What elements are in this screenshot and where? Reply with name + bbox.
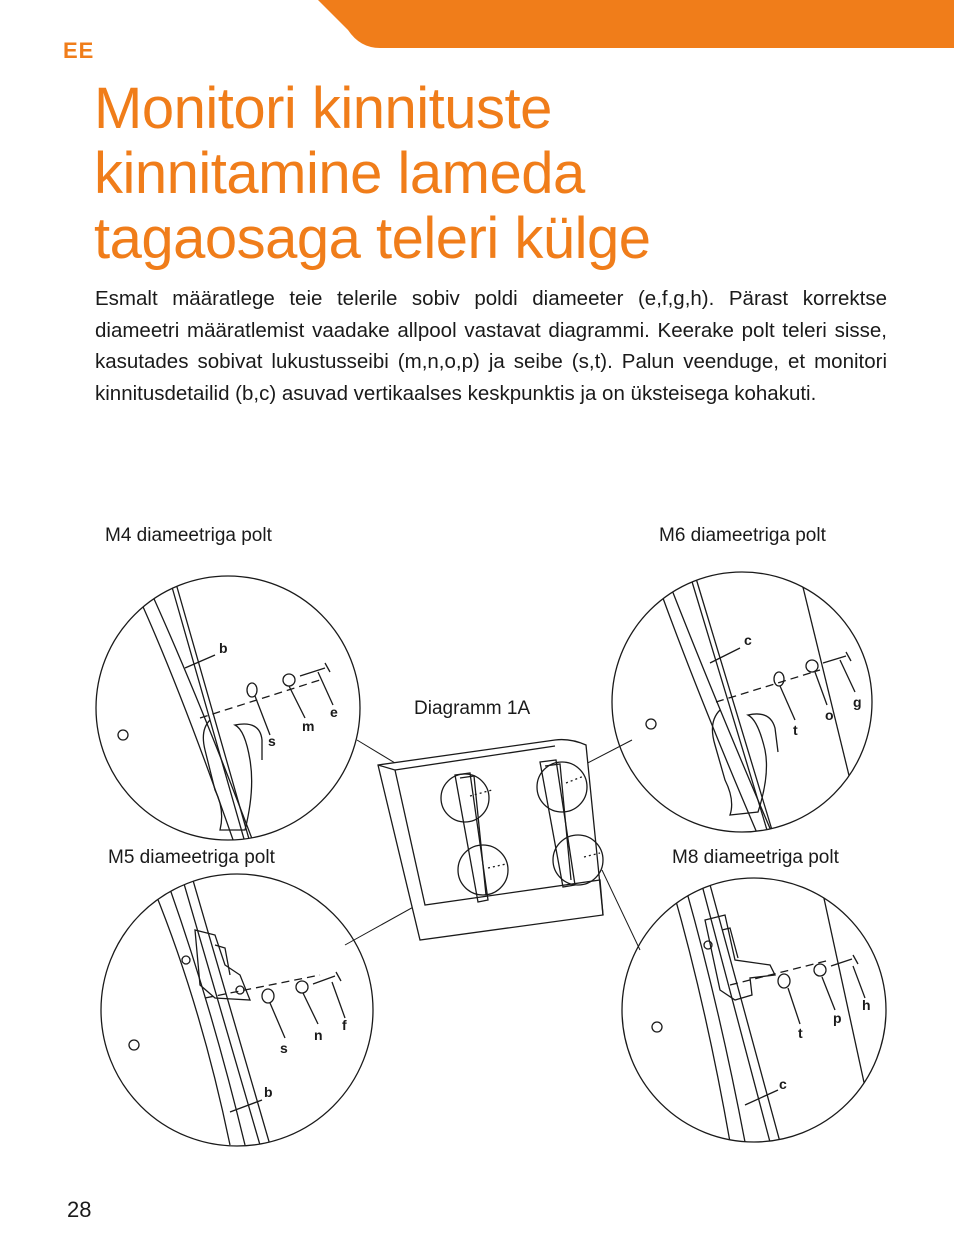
m8-detail xyxy=(622,870,886,1142)
m5-part-lock-washer: n xyxy=(314,1027,323,1043)
m8-part-bracket: c xyxy=(779,1076,787,1092)
m5-part-bracket: b xyxy=(264,1084,273,1100)
m4-label: M4 diameetriga polt xyxy=(105,525,272,546)
m4-part-bracket: b xyxy=(219,640,228,656)
m4-part-lock-washer: m xyxy=(302,718,315,734)
m4-part-bolt: e xyxy=(330,704,338,720)
m5-detail xyxy=(101,870,373,1146)
m6-label: M6 diameetriga polt xyxy=(659,525,826,546)
m8-part-bolt: h xyxy=(862,997,871,1013)
m5-label: M5 diameetriga polt xyxy=(108,847,275,868)
m6-part-bracket: c xyxy=(744,632,752,648)
page-number: 28 xyxy=(67,1197,92,1222)
m6-detail xyxy=(612,572,872,840)
m8-label: M8 diameetriga polt xyxy=(672,847,839,868)
diagram-center-label: Diagramm 1A xyxy=(414,698,531,719)
intro-paragraph: Esmalt määratlege teie telerile sobiv poldi diameeter (e,f,g,h). Pärast korrektse diameetri määratlemist vaadake allpool vastavat diagrammi. Keerake polt teleri sisse, kasutades sobivat lukustusseibi (m,n,o,p) ja seibe (s,t). Palun veenduge, et monitori kinnitusdetailid (b,c) asuvad vertikaalses keskpunktis ja on üksteisega kohakuti. xyxy=(95,287,887,405)
m6-part-lock-washer: o xyxy=(825,707,834,723)
language-code: EE xyxy=(63,38,95,63)
m6-part-bolt: g xyxy=(853,694,862,710)
title-line-1: Monitori kinnituste xyxy=(94,76,552,141)
m6-part-washer: t xyxy=(793,722,798,738)
m4-part-washer: s xyxy=(268,733,276,749)
tv-back-panel xyxy=(378,740,603,940)
m4-detail xyxy=(96,576,360,860)
m8-part-lock-washer: p xyxy=(833,1010,842,1026)
m8-part-washer: t xyxy=(798,1025,803,1041)
title-line-3: tagaosaga teleri külge xyxy=(94,206,651,271)
m5-part-washer: s xyxy=(280,1040,288,1056)
title-line-2: kinnitamine lameda xyxy=(94,141,585,206)
m5-part-bolt: f xyxy=(342,1017,347,1033)
